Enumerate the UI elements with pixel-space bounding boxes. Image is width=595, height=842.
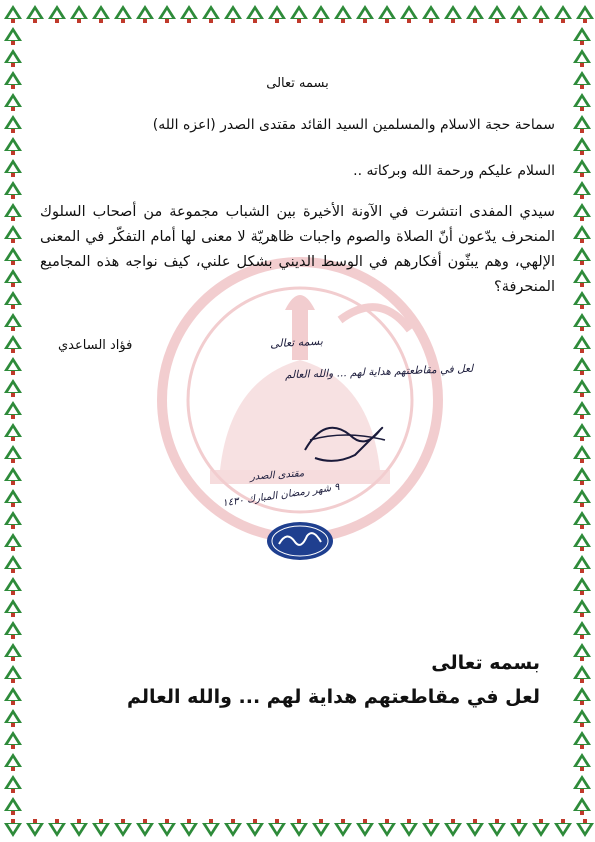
decorative-border-top [0, 0, 595, 26]
decorative-border-left [0, 0, 26, 842]
handwritten-date: ٩ شهر رمضان المبارك ١٤٣٠ [221, 481, 341, 510]
letter-heading: بسمه تعالى [266, 76, 329, 91]
letter-addressee: سماحة حجة الاسلام والمسلمين السيد القائد مقتدى الصدر (اعزه الله) [152, 117, 555, 133]
official-seal [265, 520, 335, 562]
letter-body: سيدي المفدى انتشرت في الآونة الأخيرة بين الشباب مجموعة من أصحاب السلوك المنحرف يدّعون أنّ الصلاة والصوم واجبات ظاهريّة لا معنى لها أمام التفكّر في المعنى الإلهي، وهم يبثّون أفكارهم في الوسط الديني بشكل علني، كيف نواجه هذه المجاميع المنحرفة؟ [40, 204, 555, 295]
handwritten-signature-scribble [295, 410, 395, 470]
sender-name: فؤاد الساعدي [58, 338, 133, 353]
transcription-heading: بسمه تعالى [431, 652, 540, 674]
handwritten-reply-text: لعل في مقاطعتهم هداية لهم ... والله العالم [284, 362, 474, 382]
handwritten-heading: بسمه تعالى [269, 334, 324, 351]
decorative-border-bottom [0, 816, 595, 842]
letter-greeting: السلام عليكم ورحمة الله وبركاته .. [353, 163, 555, 179]
handwritten-signature: مقتدى الصدر [249, 468, 305, 483]
transcription-reply: لعل في مقاطعتهم هداية لهم ... والله العالم [127, 686, 540, 708]
decorative-border-right [569, 0, 595, 842]
